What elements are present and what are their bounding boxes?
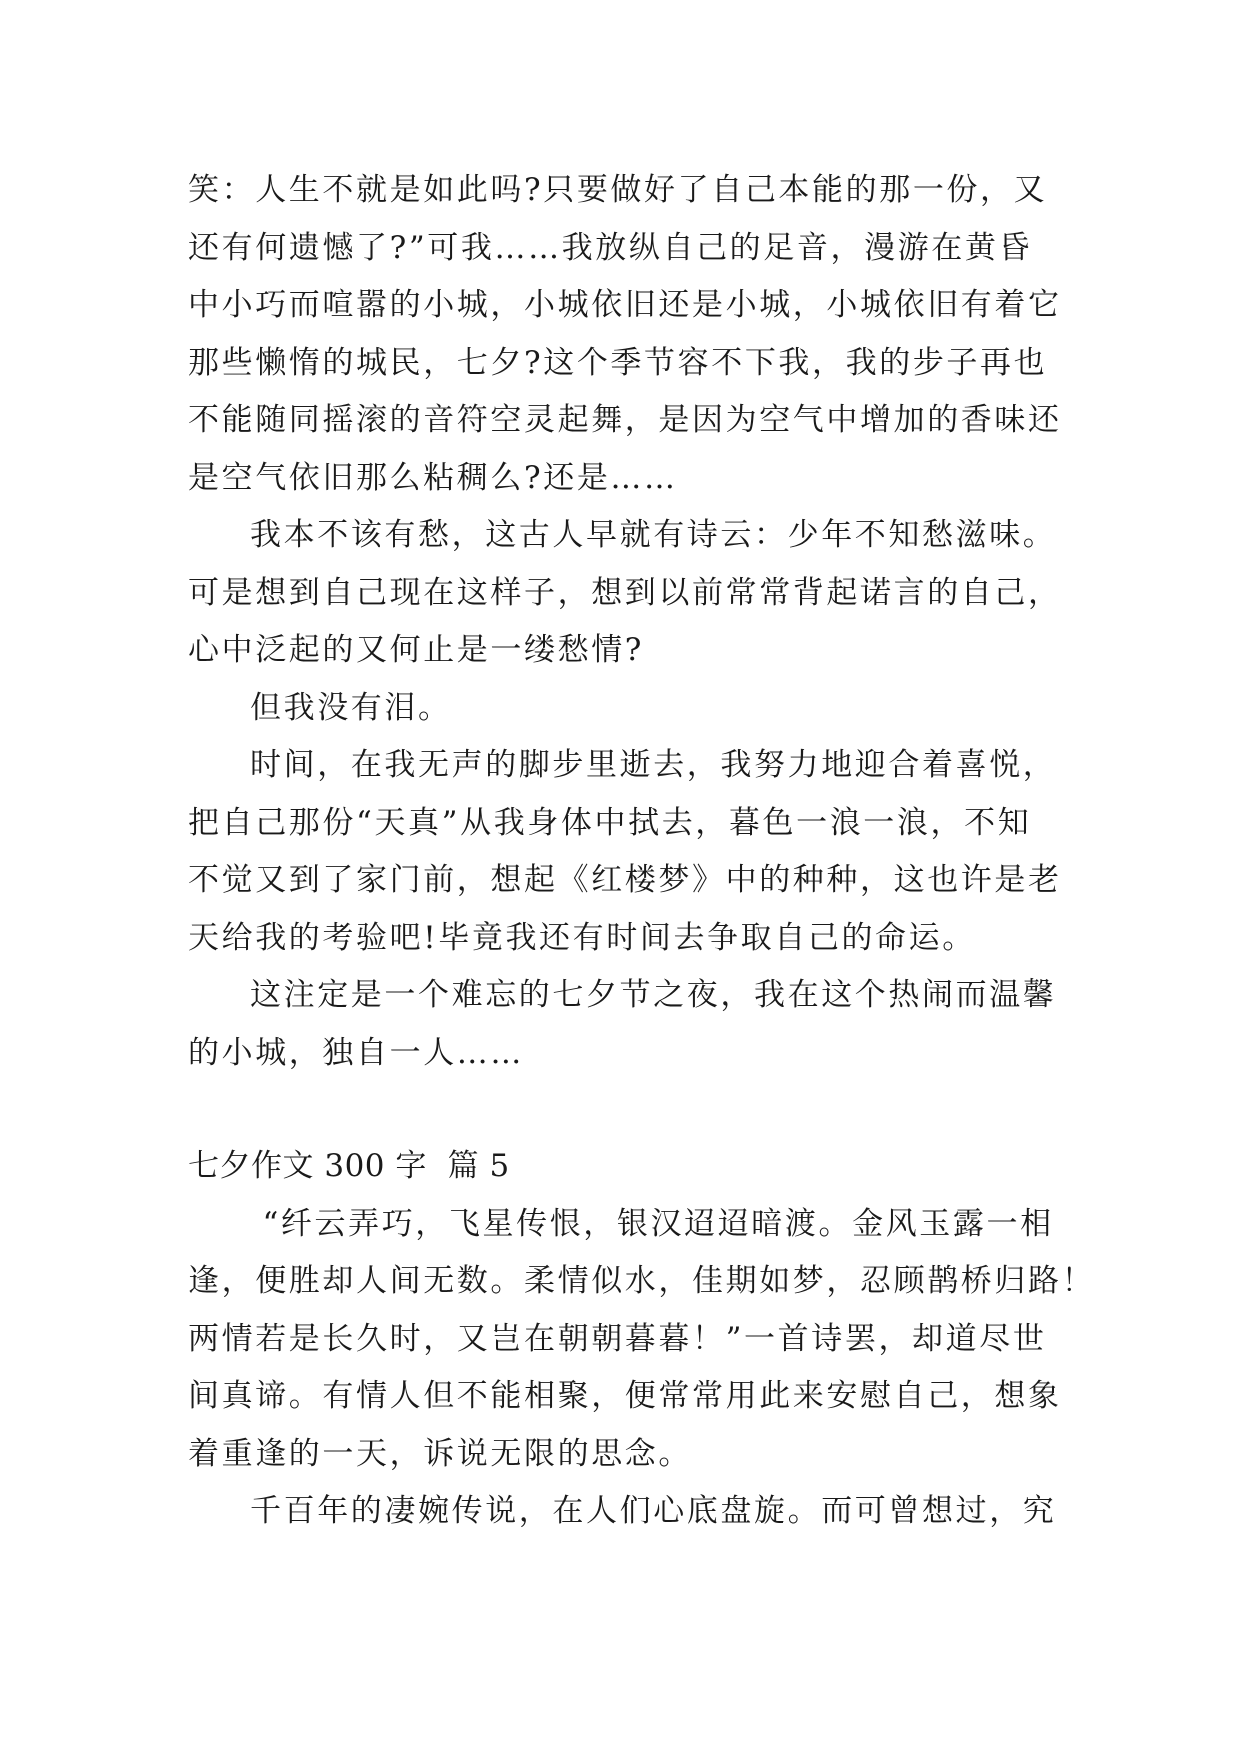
text-line: 不能随同摇滚的音符空灵起舞，是因为空气中增加的香味还 xyxy=(188,402,1062,438)
text-line: 那些懒惰的城民，七夕?这个季节容不下我，我的步子再也 xyxy=(188,344,1048,381)
section-heading: 七夕作文 300 字 篇 5 xyxy=(188,1148,510,1184)
text-line: 笑：人生不就是如此吗?只要做好了自己本能的那一份，又 xyxy=(188,172,1048,208)
paragraph xyxy=(188,967,1057,1082)
text-line: 天给我的考验吧!毕竟我还有时间去争取自己的命运。 xyxy=(188,919,976,956)
text-line: 的小城，独自一人…… xyxy=(188,1034,524,1071)
paragraph xyxy=(188,507,1062,680)
text-line: 我本不该有愁，这古人早就有诗云：少年不知愁滋味。 xyxy=(250,517,1057,553)
text-line: 但我没有泪。 xyxy=(250,689,452,726)
text-line: 可是想到自己现在这样子，想到以前常常背起诺言的自己， xyxy=(188,574,1062,611)
paragraph xyxy=(188,1196,1096,1484)
text-line: “纤云弄巧，飞星传恨，银汉迢迢暗渡。金风玉露一相 xyxy=(250,1205,1054,1242)
text-line: 还有何遗憾了?”可我……我放纵自己的足音，漫游在黄昏 xyxy=(188,229,1033,266)
text-line: 两情若是长久时，又岂在朝朝暮暮！”一首诗罢，却道尽世 xyxy=(188,1320,1047,1357)
text-line: 不觉又到了家门前，想起《红楼梦》中的种种，这也许是老 xyxy=(188,862,1062,898)
text-line: 着重逢的一天，诉说无限的思念。 xyxy=(188,1435,692,1472)
text-line: 千百年的凄婉传说，在人们心底盘旋。而可曾想过，究 xyxy=(250,1493,1057,1529)
section-spacer xyxy=(188,1082,1048,1138)
text-line: 是空气依旧那么粘稠么?还是…… xyxy=(188,459,678,496)
paragraph xyxy=(188,737,1062,967)
text-line: 时间，在我无声的脚步里逝去，我努力地迎合着喜悦， xyxy=(250,747,1057,783)
paragraph xyxy=(188,1483,1057,1541)
paragraph xyxy=(188,162,1062,507)
text-line: 心中泛起的又何止是一缕愁情? xyxy=(188,632,645,668)
paragraph xyxy=(188,680,1048,738)
text-line: 这注定是一个难忘的七夕节之夜，我在这个热闹而温馨 xyxy=(250,977,1057,1013)
document-body xyxy=(188,162,1096,1541)
text-line: 中小巧而喧嚣的小城，小城依旧还是小城，小城依旧有着它 xyxy=(188,287,1062,323)
text-line: 把自己那份“天真”从我身体中拭去，暮色一浪一浪，不知 xyxy=(188,804,1032,841)
text-line: 间真谛。有情人但不能相聚，便常常用此来安慰自己，想象 xyxy=(188,1378,1062,1414)
text-line: 逢，便胜却人间无数。柔情似水，佳期如梦，忍顾鹊桥归路！ xyxy=(188,1263,1096,1299)
